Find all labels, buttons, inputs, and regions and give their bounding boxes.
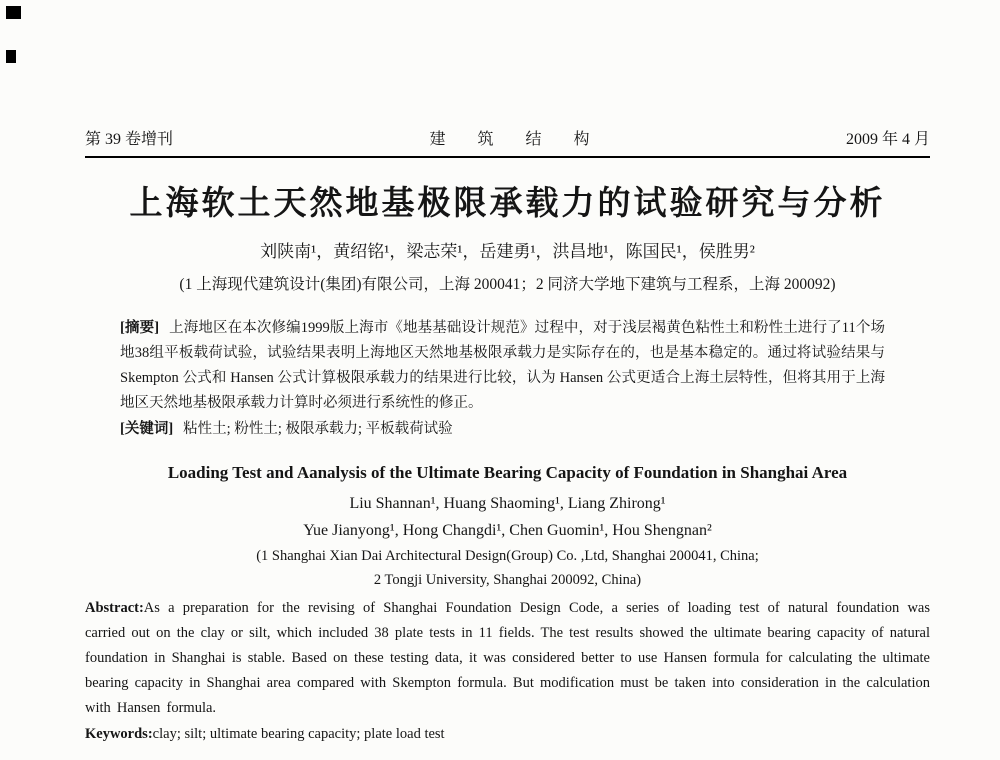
keywords-text-chinese: 粘性土; 粉性土; 极限承载力; 平板载荷试验	[183, 421, 453, 437]
abstract-chinese	[120, 316, 885, 416]
keywords-label-chinese: [关键词]	[120, 421, 174, 437]
journal-title: 建 筑 结 构	[429, 131, 604, 148]
scan-artifact	[6, 6, 21, 19]
affiliation-english-line1: (1 Shanghai Xian Dai Architectural Design(Group) Co. ,Ltd, Shanghai 200041, China;	[256, 548, 759, 564]
authors-english-line1: Liu Shannan¹, Huang Shaoming¹, Liang Zhirong¹	[349, 495, 666, 512]
scan-artifact	[6, 50, 16, 63]
keywords-chinese	[120, 417, 885, 442]
affiliation-chinese: (1 上海现代建筑设计(集团)有限公司，上海 200041；2 同济大学地下建筑与工程系，上海 200092)	[179, 276, 836, 293]
abstract-label-english: Abstract:	[85, 600, 144, 616]
paper-page	[85, 126, 930, 747]
affiliation-english-line2: 2 Tongji University, Shanghai 200092, China)	[373, 572, 642, 588]
keywords-label-english: Keywords:	[85, 726, 153, 742]
publication-date: 2009 年 4 月	[845, 131, 930, 148]
volume-issue: 第 39 卷增刊	[85, 131, 174, 148]
keywords-text-english: clay; silt; ultimate bearing capacity; plate load test	[152, 726, 445, 742]
abstract-text-english: As a preparation for the revising of Shanghai Foundation Design Code, a series of loading test of natural foundation was carried out on the clay or silt, which included 38 plate tests in 11 fields. The test results showed the ultimate bearing capacity of natural foundation in Shanghai is stable. Based on these testing data, it was considered better to use Hansen formula for calculating the ultimate bearing capacity in Shanghai area compared with Skempton formula. But modification must be taken into consideration in the calculation with Hansen formula.	[85, 600, 930, 716]
abstract-english	[85, 596, 930, 721]
abstract-label-chinese: [摘要]	[120, 320, 160, 336]
paper-title-english: Loading Test and Aanalysis of the Ultimate Bearing Capacity of Foundation in Shanghai Area	[167, 463, 848, 482]
keywords-english	[85, 722, 930, 747]
header-rule	[85, 156, 930, 158]
paper-title-chinese: 上海软土天然地基极限承载力的试验研究与分析	[129, 186, 886, 222]
abstract-text-chinese: 上海地区在本次修编1999版上海市《地基基础设计规范》过程中，对于浅层褐黄色粘性土和粉性土进行了11个场地38组平板载荷试验，试验结果表明上海地区天然地基极限承载力是实际存在的，也是基本稳定的。通过将试验结果与 Skempton 公式和 Hansen 公式计算极限承载力的结果进行比较，认为 Hansen 公式更适合上海土层特性，但将其用于上海地区天然地基极限承载力计算时必须进行系统性的修正。	[120, 320, 885, 411]
authors-chinese: 刘陕南¹，黄绍铭¹，梁志荣¹，岳建勇¹，洪昌地¹，陈国民¹，侯胜男²	[260, 242, 755, 261]
authors-english-line2: Yue Jianyong¹, Hong Changdi¹, Chen Guomin¹, Hou Shengnan²	[303, 522, 712, 539]
journal-header	[85, 126, 930, 149]
